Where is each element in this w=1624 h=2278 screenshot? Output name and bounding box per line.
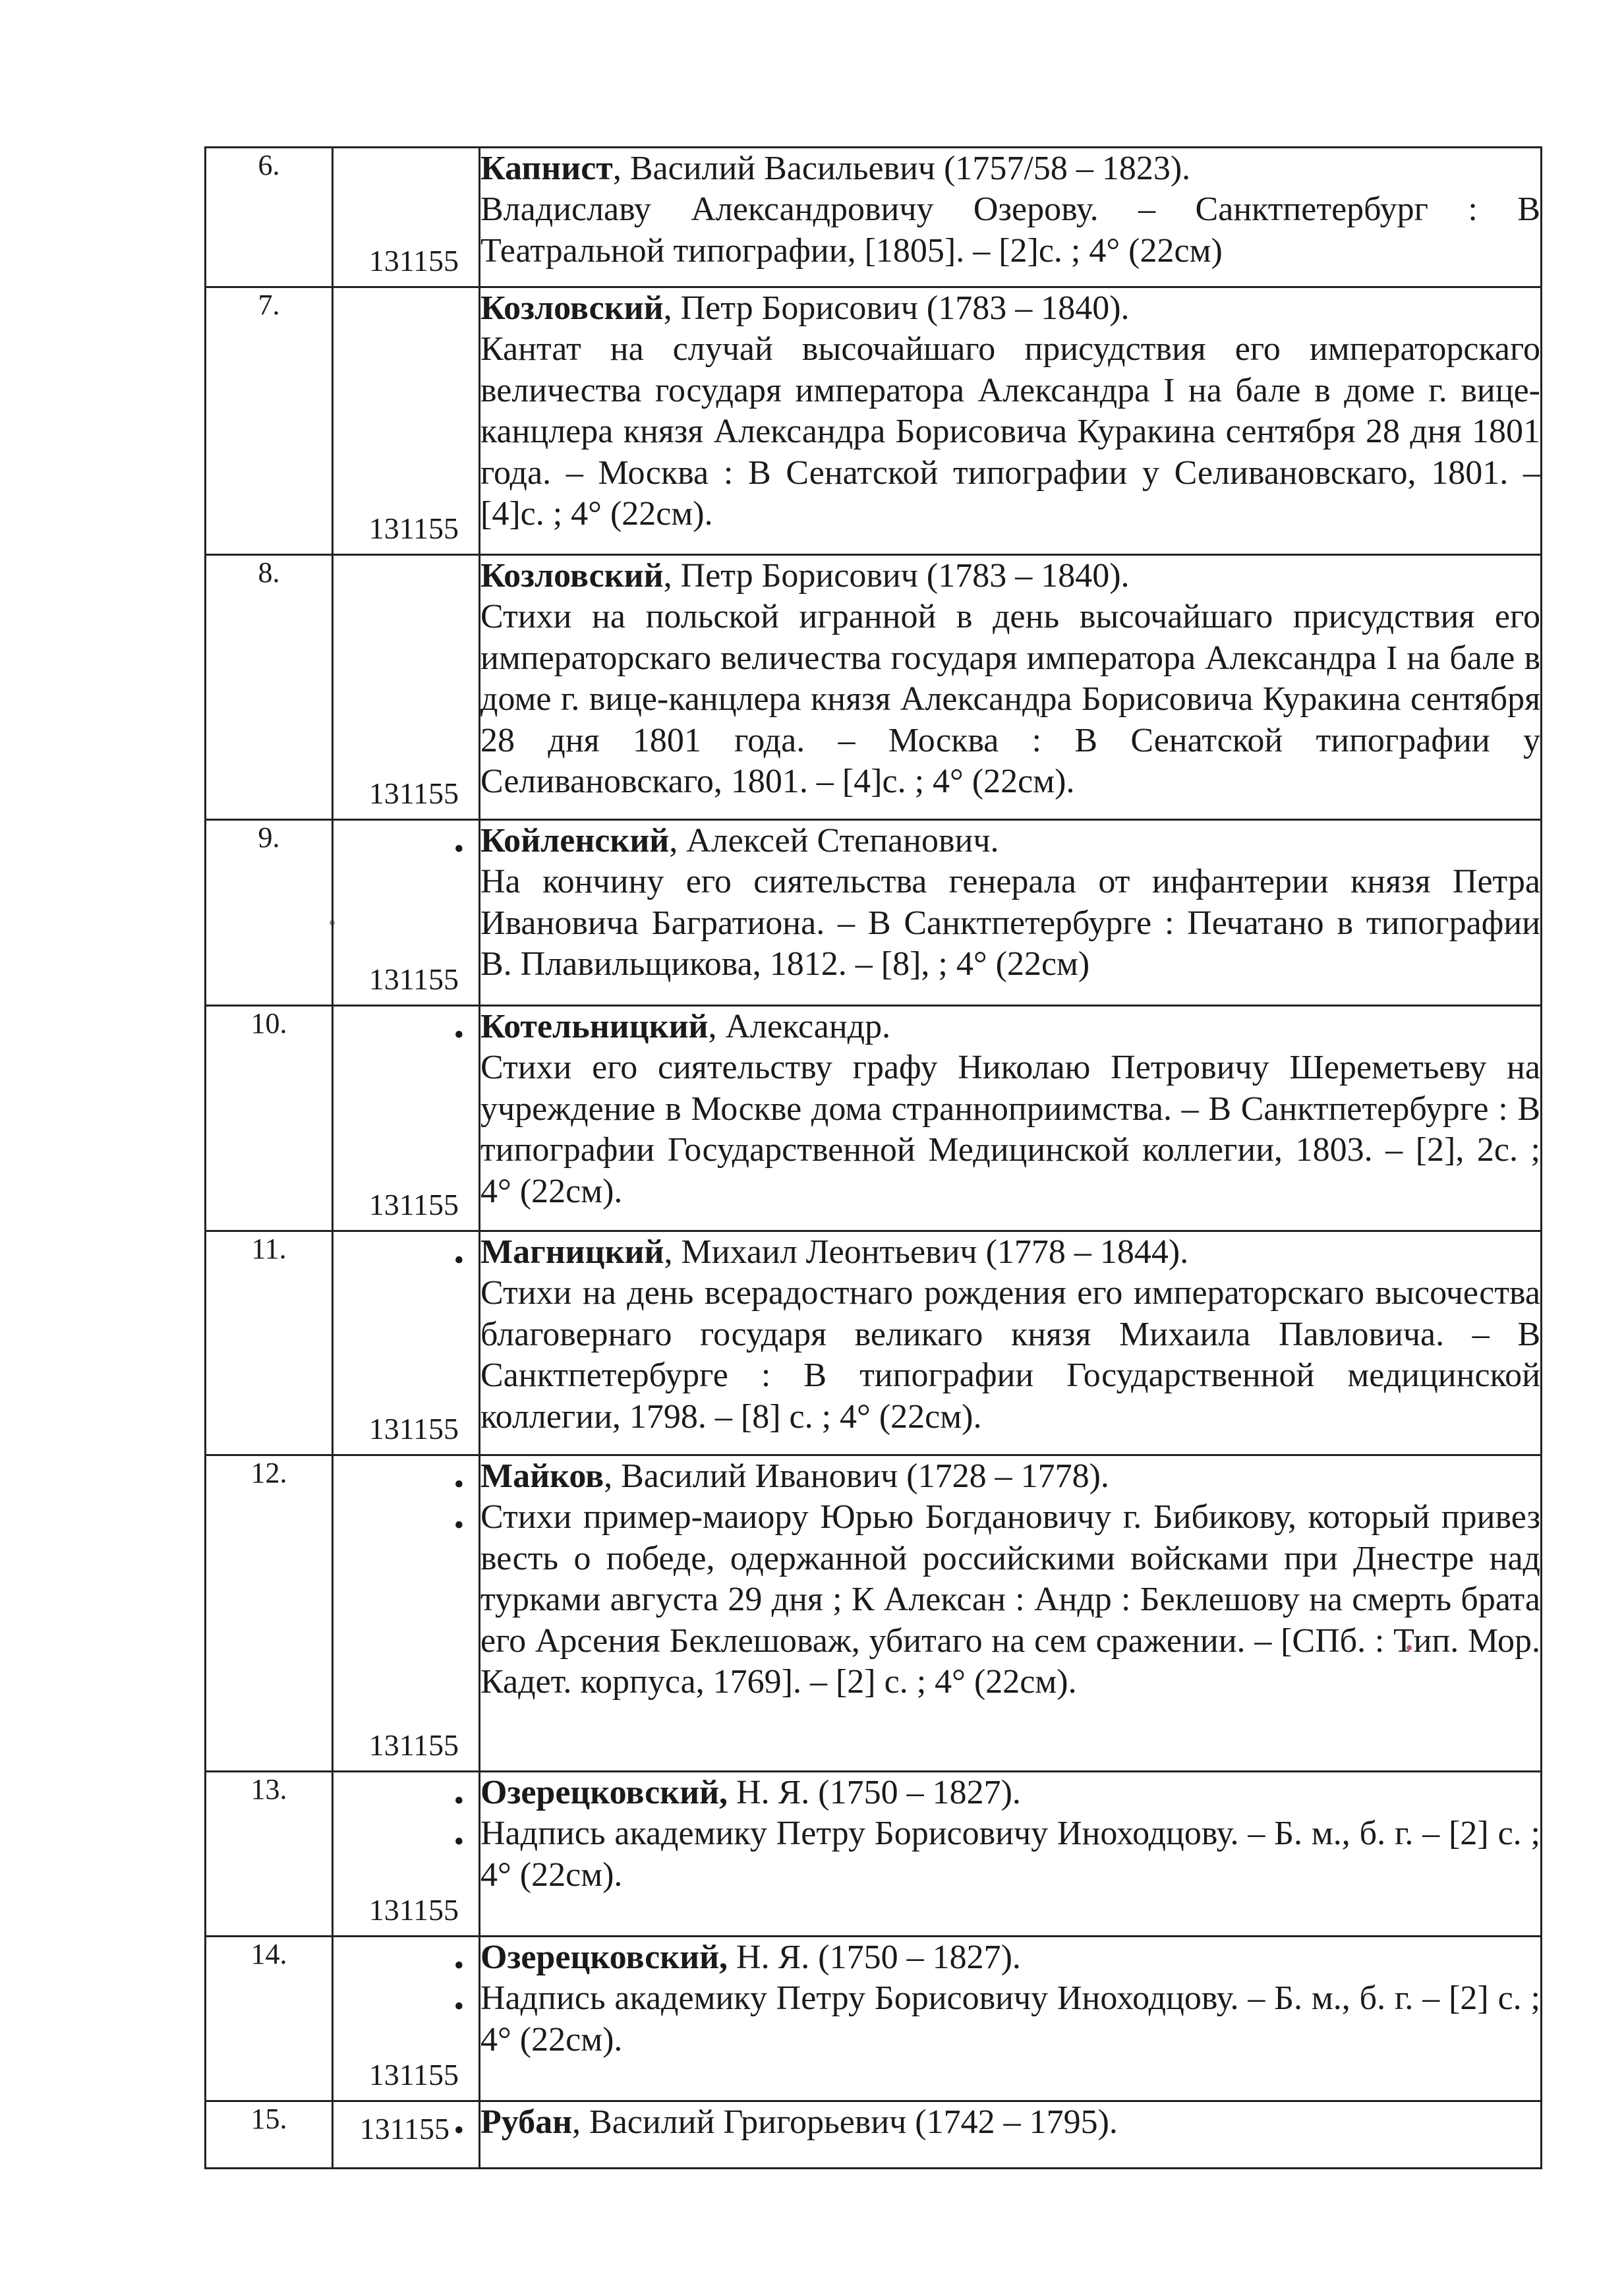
bullet-marker: • — [453, 1825, 464, 1857]
author-heading — [480, 1772, 1540, 1813]
bibliographic-description — [480, 1231, 1542, 1455]
bullet-list — [454, 2110, 464, 2151]
author-surname: Магницкий — [480, 1233, 664, 1271]
entry-number: 9. — [206, 820, 333, 1006]
entry-number: 11. — [206, 1231, 333, 1455]
title-imprint: Кантат на случай высочайшаго присудствия его императорскаго величества государя императора Александра I на бале в доме г. вице-канцлера князя Александра Борисовича Куракина сентября 28 дня 1801 года. – Москва : В Сенатской типографии у Селивановскаго, 1801. – [4]с. ; 4° (22см). — [480, 330, 1540, 533]
bullet-list — [454, 1240, 464, 1281]
table-row — [206, 1937, 1542, 2101]
entry-number: 15. — [206, 2101, 333, 2169]
author-surname: Рубан — [480, 2103, 573, 2141]
author-heading — [480, 1456, 1540, 1497]
bullet-marker: • — [453, 1468, 464, 1500]
bibliographic-description — [480, 555, 1542, 820]
author-surname: Койленский — [480, 822, 670, 860]
author-heading — [480, 1007, 1540, 1047]
call-number: 131155 — [368, 2058, 459, 2091]
author-details: , Василий Иванович (1728 – 1778). — [604, 1457, 1109, 1495]
entry-number: 10. — [206, 1006, 333, 1231]
author-heading — [480, 1232, 1540, 1273]
call-number-cell — [333, 1937, 480, 2101]
bullet-marker: • — [453, 2114, 464, 2146]
call-number-cell — [333, 1772, 480, 1937]
title-imprint: Стихи на день всерадостнаго рождения его императорскаго высочества благовернаго государя великаго князя Михаила Павловича. – В Санктпетербурге : В типографии Государственной медицинской коллегии, 1798. – [8] с. ; 4° (22см). — [480, 1274, 1540, 1436]
call-number-cell — [333, 1455, 480, 1772]
author-details: Н. Я. (1750 – 1827). — [728, 1939, 1021, 1976]
call-number-cell — [333, 820, 480, 1006]
title-imprint: Надпись академику Петру Борисовичу Иноходцову. – Б. м., б. г. – [2] с. ; 4° (22см). — [480, 1979, 1540, 2059]
table-row — [206, 148, 1542, 287]
author-heading — [480, 148, 1540, 189]
call-number: 131155 — [368, 1893, 459, 1927]
author-details: , Петр Борисович (1783 – 1840). — [663, 557, 1130, 595]
call-number: 131155 — [368, 1188, 459, 1221]
entry-number: 6. — [206, 148, 333, 287]
call-number: 131155 — [368, 1412, 459, 1446]
title-imprint: Надпись академику Петру Борисовичу Иноходцову. – Б. м., б. г. – [2] с. ; 4° (22см). — [480, 1815, 1540, 1894]
author-details: , Алексей Степанович. — [669, 822, 999, 860]
author-surname: Озерецковский, — [480, 1939, 728, 1976]
title-imprint: Владиславу Александровичу Озерову. – Санктпетербург : В Театральной типографии, [1805]. – [2]с. ; 4° (22см) — [480, 190, 1540, 270]
author-heading — [480, 821, 1540, 862]
entry-number: 7. — [206, 287, 333, 555]
author-details: , Михаил Леонтьевич (1778 – 1844). — [664, 1233, 1189, 1271]
author-surname: Козловский — [480, 557, 664, 595]
table-row — [206, 1231, 1542, 1455]
author-heading — [480, 2102, 1540, 2143]
table-row — [206, 1006, 1542, 1231]
bibliographic-description — [480, 1937, 1542, 2101]
author-surname: Котельницкий — [480, 1008, 709, 1045]
title-imprint: Стихи на польской игранной в день высочайшаго присудствия его императорскаго величества государя императора Александра I на бале в доме г. вице-канцлера князя Александра Борисовича Куракина сентября 28 дня 1801 года. – Москва : В Сенатской типографии у Селивановскаго, 1801. – [4]с. ; 4° (22см). — [480, 598, 1540, 800]
bibliographic-description — [480, 1455, 1542, 1772]
call-number-cell — [333, 2101, 480, 2169]
call-number-cell — [333, 287, 480, 555]
bullet-marker: • — [453, 1018, 464, 1051]
call-number: 131155 — [359, 2112, 450, 2146]
bullet-list — [454, 1945, 464, 2027]
bibliographic-description — [480, 287, 1542, 555]
bibliographic-description — [480, 2101, 1542, 2169]
entry-number: 13. — [206, 1772, 333, 1937]
call-number: 131155 — [368, 962, 459, 996]
bibliographic-description — [480, 1772, 1542, 1937]
bullet-list — [454, 1014, 464, 1055]
entry-number: 12. — [206, 1455, 333, 1772]
bullet-marker: • — [453, 1990, 464, 2022]
bullet-list — [454, 1780, 464, 1862]
author-surname: Козловский — [480, 289, 664, 327]
title-imprint: На кончину его сиятельства генерала от инфантерии князя Петра Ивановича Багратиона. – В Санктпетербурге : Печатано в типографии В. Плавильщикова, 1812. – [8], ; 4° (22см) — [480, 863, 1540, 983]
call-number-cell — [333, 555, 480, 820]
bullet-list — [454, 829, 464, 869]
table-row — [206, 1455, 1542, 1772]
bibliographic-description — [480, 148, 1542, 287]
title-imprint: Стихи пример-маиору Юрью Богдановичу г. Бибикову, который привез весть о победе, одержанной российскими войсками при Днестре над турками августа 29 дня ; К Алексан : Андр : Беклешову на смерть брата его Арсения Беклешоваж, убитаго на сем сражении. – [СПб. : Тип. Мор. Кадет. корпуса, 1769]. – [2] с. ; 4° (22см). — [480, 1498, 1540, 1701]
bibliographic-description — [480, 820, 1542, 1006]
table-row — [206, 2101, 1542, 2169]
bullet-marker: • — [453, 1244, 464, 1276]
bullet-marker: • — [453, 1949, 464, 1981]
table-row — [206, 1772, 1542, 1937]
entry-number: 8. — [206, 555, 333, 820]
author-surname: Озерецковский, — [480, 1774, 728, 1811]
author-details: , Петр Борисович (1783 – 1840). — [663, 289, 1130, 327]
call-number: 131155 — [368, 1728, 459, 1762]
author-heading — [480, 288, 1540, 329]
author-heading — [480, 556, 1540, 597]
author-details: , Александр. — [708, 1008, 891, 1045]
call-number: 131155 — [368, 244, 459, 277]
catalog-body — [206, 148, 1542, 2169]
author-surname: Капнист — [480, 150, 613, 187]
entry-number: 14. — [206, 1937, 333, 2101]
table-row — [206, 555, 1542, 820]
bullet-marker: • — [453, 832, 464, 865]
bullet-marker: • — [453, 1509, 464, 1541]
call-number: 131155 — [368, 776, 459, 810]
call-number-cell — [333, 148, 480, 287]
table-row — [206, 287, 1542, 555]
author-details: Н. Я. (1750 – 1827). — [728, 1774, 1021, 1811]
title-imprint: Стихи его сиятельству графу Николаю Петровичу Шереметьеву на учреждение в Москве дома странноприимства. – В Санктпетербурге : В типографии Государственной Медицинской коллегии, 1803. – [2], 2с. ; 4° (22см). — [480, 1049, 1540, 1210]
author-surname: Майков — [480, 1457, 604, 1495]
call-number-cell — [333, 1006, 480, 1231]
author-heading — [480, 1937, 1540, 1978]
bullet-marker: • — [453, 1784, 464, 1817]
bullet-list — [454, 1464, 464, 1546]
author-details: , Василий Васильевич (1757/58 – 1823). — [612, 150, 1191, 187]
bibliographic-description — [480, 1006, 1542, 1231]
call-number-cell — [333, 1231, 480, 1455]
author-details: , Василий Григорьевич (1742 – 1795). — [572, 2103, 1118, 2141]
catalog-table — [204, 146, 1542, 2169]
table-row — [206, 820, 1542, 1006]
call-number: 131155 — [368, 511, 459, 545]
